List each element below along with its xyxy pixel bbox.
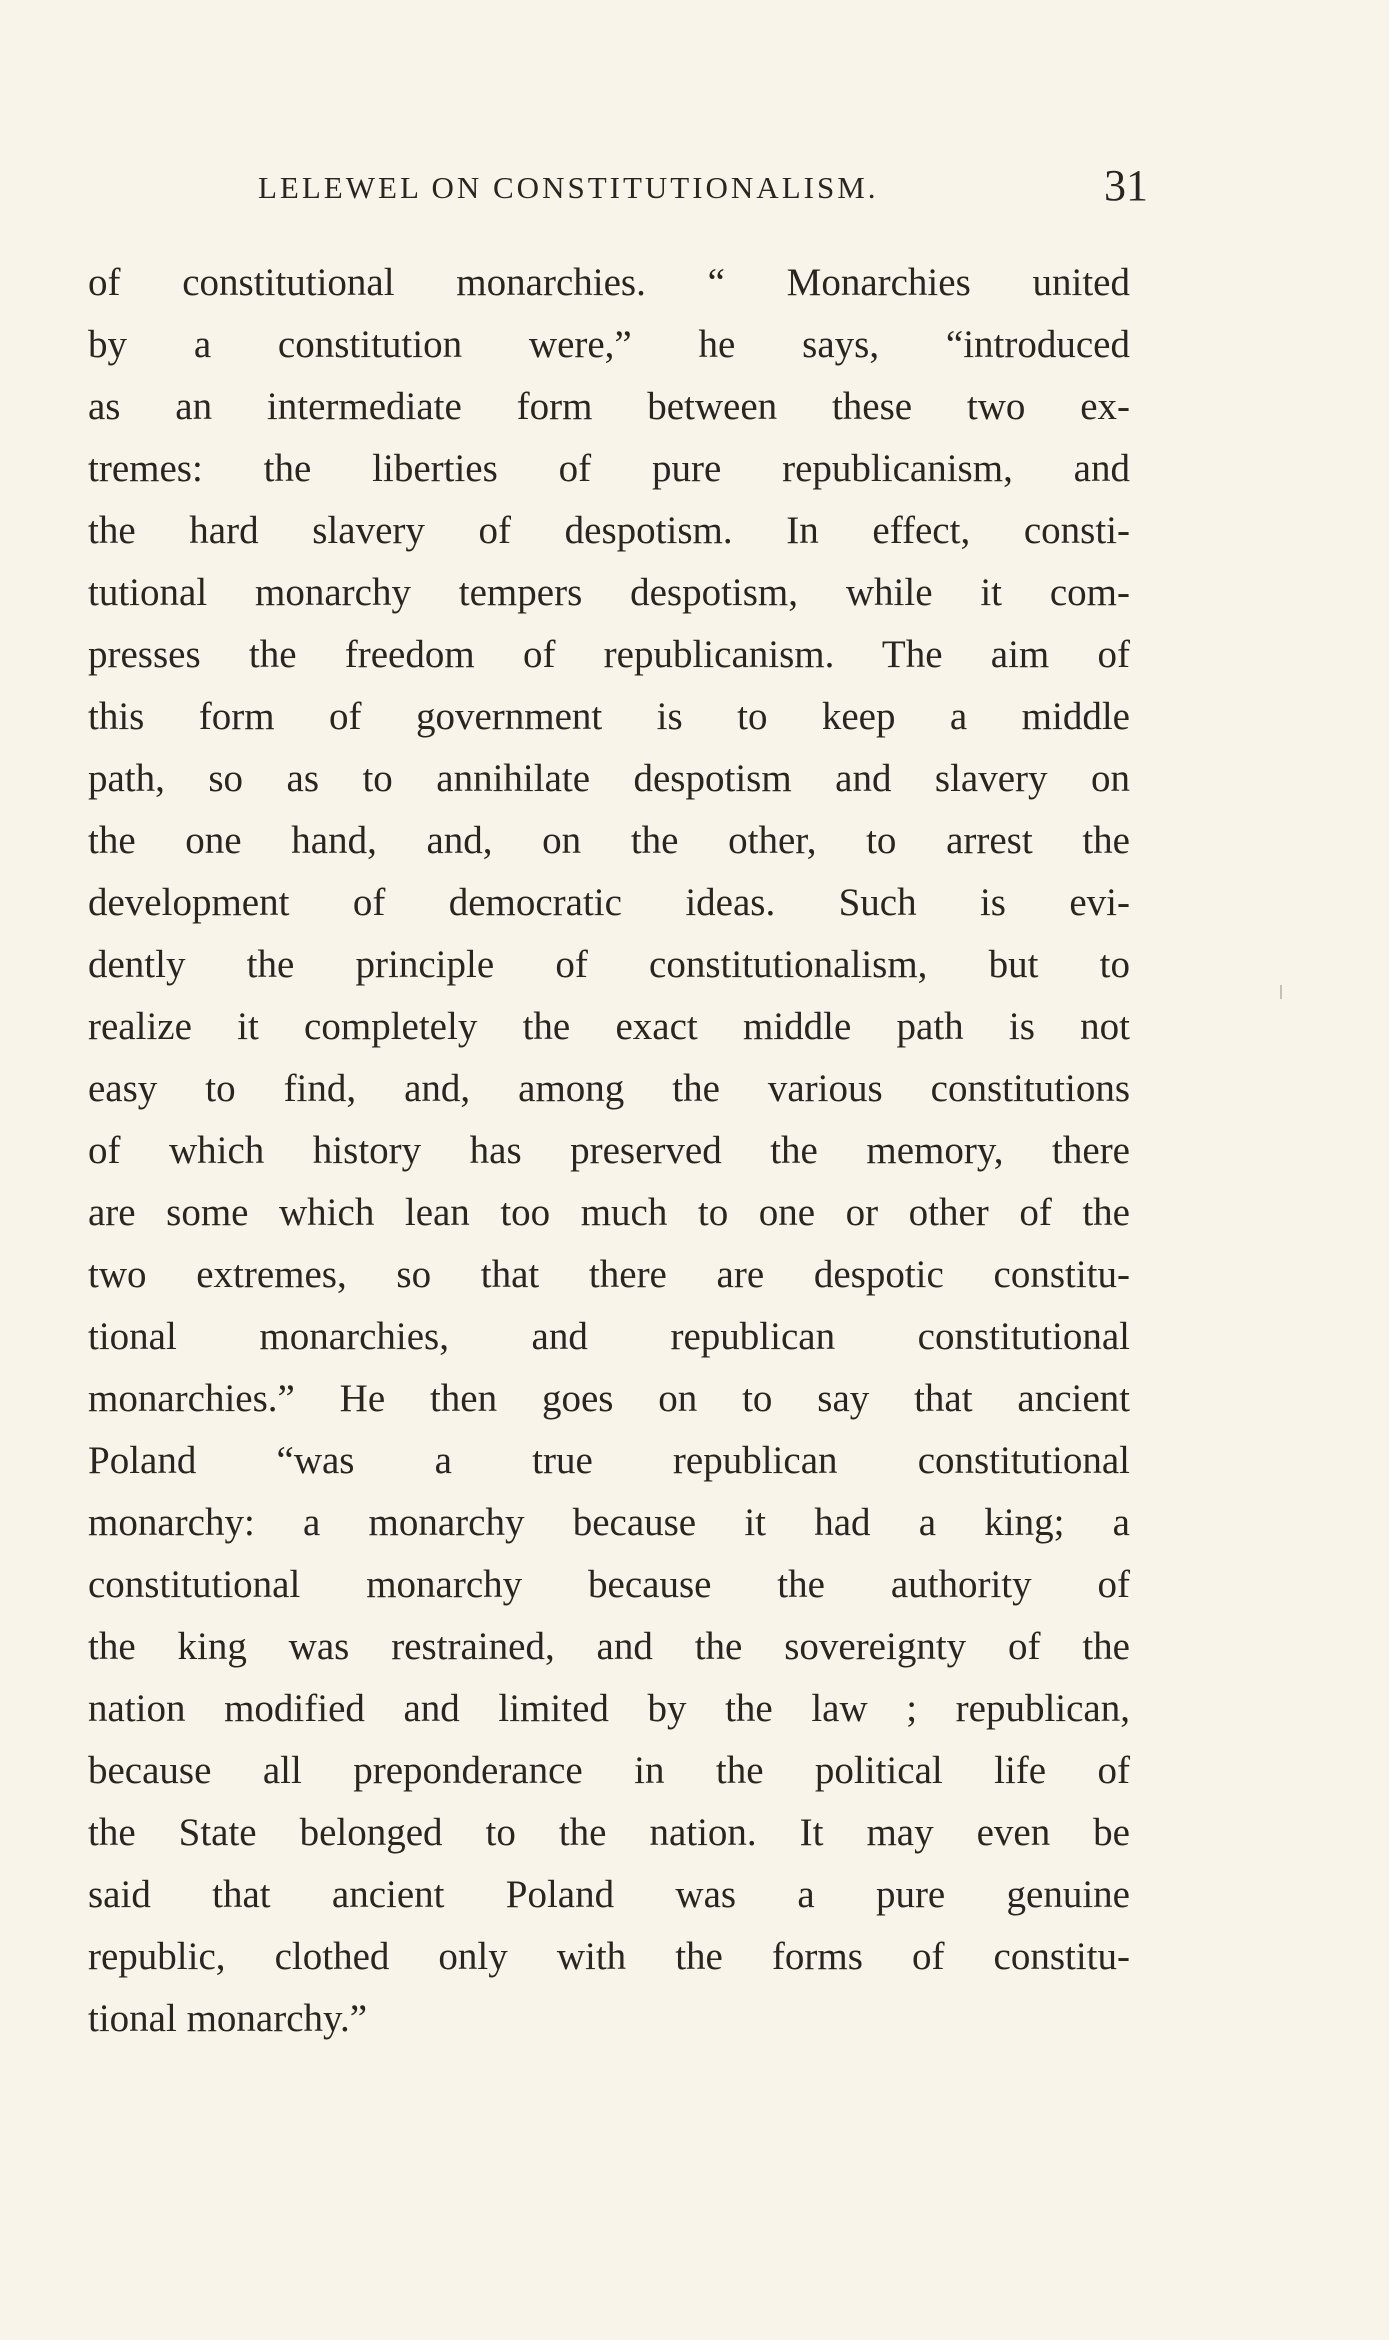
text-line: the king was restrained, and the sovereignty of the [88,1625,1130,1668]
text-line: path, so as to annihilate despotism and slavery on [88,757,1130,800]
text-line: tional monarchy.” [88,1997,368,2040]
text-line: of which history has preserved the memory, there [88,1129,1130,1172]
text-line: this form of government is to keep a middle [88,695,1130,738]
text-line: republic, clothed only with the forms of constitu- [88,1935,1130,1978]
text-line: by a constitution were,” he says, “introduced [88,323,1130,366]
text-line: the one hand, and, on the other, to arrest the [88,819,1130,862]
text-line: tutional monarchy tempers despotism, while it com- [88,571,1130,614]
text-line: presses the freedom of republicanism. The aim of [88,633,1130,676]
text-line: because all preponderance in the political life of [88,1749,1130,1792]
text-line: development of democratic ideas. Such is evi- [88,881,1130,924]
text-line: monarchies.” He then goes on to say that ancient [88,1377,1130,1420]
text-line: nation modified and limited by the law ; republican, [88,1687,1130,1730]
text-line: of constitutional monarchies. “ Monarchies united [88,261,1130,304]
page-number: 31 [1104,161,1148,210]
text-line: said that ancient Poland was a pure genuine [88,1873,1130,1916]
text-line: dently the principle of constitutionalism, but to [88,943,1130,986]
body-text [88,252,1130,2050]
running-title: LELEWEL ON CONSTITUTIONALISM. [258,170,879,205]
text-line: the State belonged to the nation. It may even be [88,1811,1130,1854]
text-line: tremes: the liberties of pure republicanism, and [88,447,1130,490]
text-line: monarchy: a monarchy because it had a king; a [88,1501,1130,1544]
text-line: Poland “was a true republican constitutional [88,1439,1130,1482]
text-line: are some which lean too much to one or other of the [88,1191,1130,1234]
text-line: the hard slavery of despotism. In effect, consti- [88,509,1130,552]
text-line: easy to find, and, among the various constitutions [88,1067,1130,1110]
text-line: constitutional monarchy because the authority of [88,1563,1130,1606]
text-line: two extremes, so that there are despotic constitu- [88,1253,1130,1296]
text-line: tional monarchies, and republican constitutional [88,1315,1130,1358]
text-line: realize it completely the exact middle path is not [88,1005,1130,1048]
paper-speck [1280,985,1282,999]
text-line: as an intermediate form between these two ex- [88,385,1130,428]
running-head [88,163,1148,213]
